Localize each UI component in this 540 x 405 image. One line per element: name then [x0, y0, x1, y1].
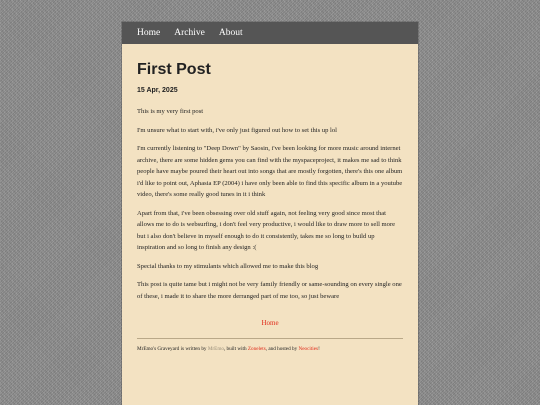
zonelets-link[interactable]: Zonelets — [247, 346, 266, 352]
nav-about-link[interactable]: About — [218, 28, 243, 38]
footer-divider — [137, 338, 403, 339]
top-nav — [122, 22, 418, 44]
author-link[interactable]: MrEmo — [207, 346, 224, 352]
post-content — [122, 61, 418, 353]
post-paragraph: Special thanks to my stimulants which allowed me to make this blog — [137, 262, 319, 270]
footer — [137, 345, 403, 353]
post-date: 15 Apr, 2025 — [137, 87, 178, 94]
nav-home-link[interactable]: Home — [137, 28, 161, 38]
post-paragraph: I'm currently listening to "Deep Down" by Saosin, i've been looking for more music around internet archive, there are some hidden gems you can find with the myspaceproject, it makes me sad to think people have maybe poured their heart out into songs that are mostly forgotten, there's this one album i'd like to point out, Aphasia EP (2004) i have only been able to find this specific album in a youtube video, there's some really good tunes in it i think — [137, 145, 403, 198]
post-paragraph: I'm unsure what to start with, i've only just figured out how to set this up lol — [137, 126, 337, 134]
home-link[interactable]: Home — [261, 319, 279, 327]
footer-mid2: , and hosted by — [265, 346, 299, 352]
footer-suffix: ! — [318, 346, 320, 352]
nav-archive-link[interactable]: Archive — [174, 28, 205, 38]
post-paragraph: Apart from that, i've been obsessing over old stuff again, not feeling very good since most that allows me to do is websurfing, i don't feel very productive, i would like to draw more to sell more but i also don't believe in myself enough to do it consistently, takes me so long to build up inspiration and so long to finish any design :( — [137, 209, 396, 251]
post-paragraph: This post is quite tame but i might not be very family friendly or same-sounding on every single one of these, i made it to share the more derranged part of me too, so just beware — [137, 281, 402, 300]
neocities-link[interactable]: Neocities — [298, 346, 319, 352]
footer-mid1: , built with — [223, 346, 248, 352]
post-title: First Post — [137, 61, 211, 78]
footer-prefix: MrEmo's Graveyard is written by — [137, 346, 208, 352]
blog-page — [122, 22, 418, 405]
post-paragraph: This is my very first post — [137, 108, 204, 115]
home-link-row — [137, 312, 403, 330]
